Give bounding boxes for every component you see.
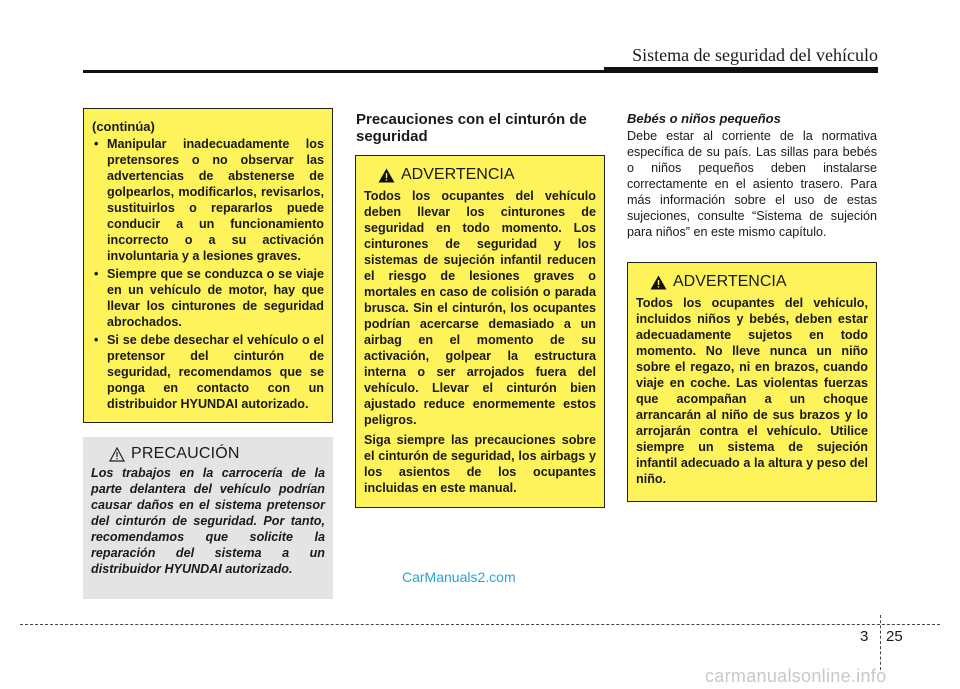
caution-box <box>83 437 333 599</box>
list-item: • Manipular inadecuadamente los pretensores o no observar las advertencias de abstenerse de golpearlos, modificarlos, revisarlos, sustituirlos o repararlos puede conducir a un funcionamiento incorrecto o a su activación involuntaria y a lesiones graves. <box>94 137 324 263</box>
body-text: Debe estar al corriente de la normativa específica de su país. Las sillas para bebés o niños pequeños deben instalarse correctamente en el asiento trasero. Para más información sobre el uso de estas sujeciones, consulte “Sistema de sujeción para niños” en este mismo capítulo. <box>627 129 877 239</box>
page-number: 25 <box>886 628 903 645</box>
warning-paragraph: Siga siempre las precauciones sobre el cinturón de seguridad, los airbags y los asientos de los ocupantes incluidas en este manual. <box>364 433 596 495</box>
caution-text: Los trabajos en la carrocería de la parte delantera del vehículo podrían causar daños en el sistema pretensor del cinturón de seguridad. Por tanto, recomendamos que solicite la reparación del sistema a un distribuidor HYUNDAI autorizado. <box>91 466 325 576</box>
warning-title: ADVERTENCIA <box>401 166 515 183</box>
caution-header <box>109 445 325 463</box>
page-number-separator <box>880 615 881 670</box>
continued-warning-box <box>83 108 333 423</box>
continued-heading: (continúa) <box>92 119 155 134</box>
subsection-heading: Bebés o niños pequeños <box>627 111 781 126</box>
warning-header <box>378 166 596 184</box>
section-heading: Precauciones con el cinturón de seguridad <box>356 111 587 145</box>
warning-paragraph: Todos los ocupantes del vehículo, incluidos niños y bebés, deben estar adecuadamente sujetos en todo momento. No lleve nunca un niño sobre el regazo, ni en brazos, cuando viaje en coche. Las violentas fuerzas que acompañan a un choque arrancarán al niño de sus brazos y lo arrojarán contra el vehículo. Utilice siempre un sistema de sujeción infantil adecuado a la altura y peso del niño. <box>636 296 868 486</box>
continued-list <box>92 136 324 412</box>
footer-divider <box>20 624 940 625</box>
warning-header <box>650 273 868 291</box>
warning-paragraph: Todos los ocupantes del vehículo deben llevar los cinturones de seguridad en todo momento. Los cinturones de seguridad y los sistemas de sujeción infantil reducen el riesgo de lesiones graves o mortales en caso de colisión o parada brusca. Sin el cinturón, los ocupantes podrían acercarse demasiado a un airbag en el momento de su activación, golpear la estructura interna o ser arrojados fuera del vehículo. Llevar el cinturón bien ajustado reduce enormemente estos peligros. <box>364 189 596 427</box>
header-rule-accent <box>604 67 878 73</box>
watermark-link[interactable]: CarManuals2.com <box>402 569 516 585</box>
footer-url-link[interactable]: carmanualsonline.info <box>705 666 887 686</box>
warning-title: ADVERTENCIA <box>673 273 787 290</box>
chapter-number: 3 <box>860 628 869 645</box>
warning-box-children <box>627 262 877 502</box>
caution-title: PRECAUCIÓN <box>131 445 240 462</box>
list-item: • Si se debe desechar el vehículo o el pretensor del cinturón de seguridad, recomendamos que se ponga en contacto con un distribuidor HYUNDAI autorizado. <box>94 333 324 411</box>
warning-triangle-icon <box>378 168 395 183</box>
page-header-title: Sistema de seguridad del vehículo <box>632 45 878 65</box>
warning-triangle-outline-icon <box>109 447 125 462</box>
warning-box-seatbelt <box>355 155 605 508</box>
warning-triangle-icon <box>650 275 667 290</box>
list-item: • Siempre que se conduzca o se viaje en un vehículo de motor, hay que llevar los cinturones de seguridad abrochados. <box>94 267 324 329</box>
